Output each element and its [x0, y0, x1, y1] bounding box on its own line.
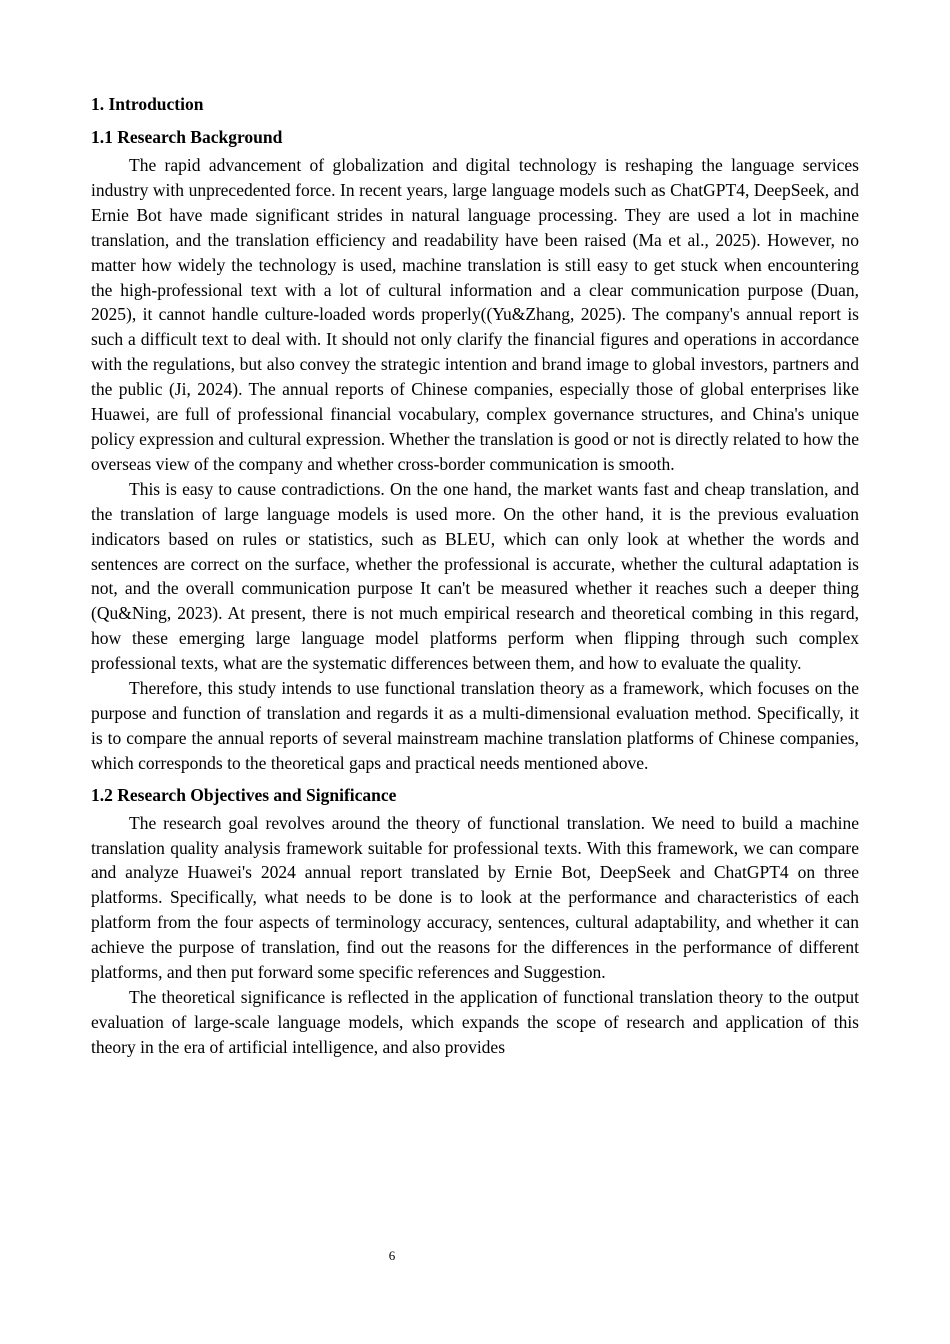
body-paragraph: The theoretical significance is reflected in the application of functional translation theory to the output evaluation of large-scale language models, which expands the scope of research and application of this theory in the era of artificial intelligence, and also provides [91, 987, 859, 1057]
body-paragraph: Therefore, this study intends to use functional translation theory as a framework, which focuses on the purpose and function of translation and regards it as a multi-dimensional evaluation method. Specifically, it is to compare the annual reports of several mainstream machine translation platforms of Chinese companies, which corresponds to the theoretical gaps and practical needs mentioned above. [91, 678, 859, 773]
document-page [91, 92, 859, 1060]
body-paragraph: The research goal revolves around the theory of functional translation. We need to build a machine translation quality analysis framework suitable for professional texts. With this framework, we can compare and analyze Huawei's 2024 annual report translated by Ernie Bot, DeepSeek and ChatGPT4 on three platforms. Specifically, what needs to be done is to look at the performance and characteristics of each platform from the four aspects of terminology accuracy, sentences, cultural adaptability, and whether it can achieve the purpose of translation, find out the reasons for the differences in the performance of different platforms, and then put forward some specific references and Suggestion. [91, 812, 859, 983]
section-heading-introduction: 1. Introduction [91, 94, 204, 114]
section-heading-research-background: 1.1 Research Background [91, 127, 283, 147]
body-paragraph: The rapid advancement of globalization and digital technology is reshaping the language services industry with unprecedented force. In recent years, large language models such as ChatGPT4, DeepSeek, and Ernie Bot have made significant strides in natural language processing. They are used a lot in machine translation, and the translation efficiency and readability have been raised (Ma et al., 2025). However, no matter how widely the technology is used, machine translation is still easy to get stuck when encountering the high-professional text with a lot of cultural information and a clear communication purpose (Duan, 2025), it cannot handle culture-loaded words properly((Yu&Zhang, 2025). The company's annual report is such a difficult text to deal with. It should not only clarify the financial figures and operations in accordance with the regulations, but also convey the strategic intention and brand image to global investors, partners and the public (Ji, 2024). The annual reports of Chinese companies, especially those of global enterprises like Huawei, are full of professional financial vocabulary, complex governance structures, and China's unique policy expression and cultural expression. Whether the translation is good or not is directly related to how the overseas view of the company and whether cross-border communication is smooth. [91, 155, 859, 474]
body-paragraph: This is easy to cause contradictions. On the one hand, the market wants fast and cheap translation, and the translation of large language models is used more. On the other hand, it is the previous evaluation indicators based on rules or statistics, such as BLEU, which can only look at whether the words and sentences are correct on the surface, whether the professional is accurate, whether the cultural adaptation is not, and the overall communication purpose It can't be measured whether it reaches such a deeper thing (Qu&Ning, 2023). At present, there is not much empirical research and theoretical combing in this regard, how these emerging large language model platforms perform when flipping through such complex professional texts, what are the systematic differences between them, and how to evaluate the quality. [91, 478, 859, 674]
section-heading-research-objectives: 1.2 Research Objectives and Significance [91, 784, 397, 805]
page-number: 6 [388, 1248, 396, 1263]
